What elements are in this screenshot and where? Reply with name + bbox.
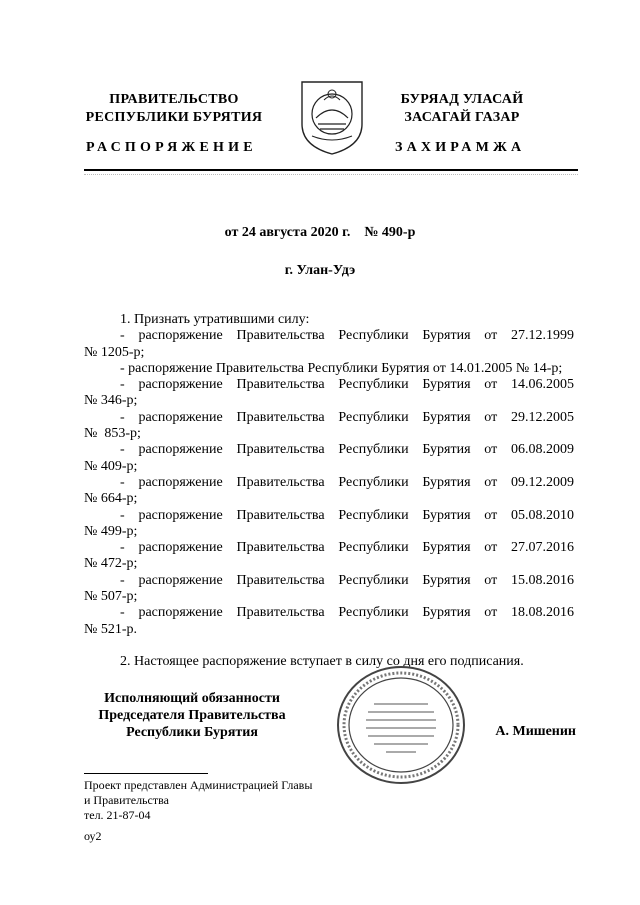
document-body: [84, 312, 574, 670]
entry-word: 05.08.2010: [511, 507, 574, 523]
entry-continuation: № 499-р;: [84, 523, 138, 539]
entry-word: Правительства: [236, 540, 325, 556]
entry-word: Бурятия: [422, 507, 471, 523]
entry-word: -: [120, 605, 125, 621]
entry-word: Бурятия: [422, 328, 471, 344]
entry-word: Республики: [338, 605, 409, 621]
entry-word: Бурятия: [422, 442, 471, 458]
entry-word: Правительства: [236, 328, 325, 344]
entry-word: -: [120, 572, 125, 588]
entry-word: 18.08.2016: [511, 605, 574, 621]
entry-word: 14.06.2005: [511, 377, 574, 393]
item1-title: 1. Признать утратившими силу:: [120, 312, 310, 327]
entry-word: от: [484, 474, 498, 490]
entry-word: Республики: [338, 377, 409, 393]
entry-word: Правительства: [236, 377, 325, 393]
entry-line: [84, 508, 574, 524]
entry-word: 27.07.2016: [511, 540, 574, 556]
footer-note: [84, 778, 384, 844]
doc-type-ru: РАСПОРЯЖЕНИЕ: [86, 140, 257, 155]
entry-word: от: [484, 507, 498, 523]
entry-line: [84, 442, 574, 458]
official-seal-stamp: [334, 662, 468, 788]
footer-line1: Проект представлен Администрацией Главы: [84, 778, 313, 792]
entry-line: [84, 328, 574, 344]
entry-word: от: [484, 409, 498, 425]
entry-word: от: [484, 442, 498, 458]
city: г. Улан-Удэ: [284, 263, 356, 278]
entry-word: -: [120, 409, 125, 425]
org-name-bur-line2: ЗАСАГАЙ ГАЗАР: [404, 110, 520, 125]
entry-word: распоряжение: [138, 507, 223, 523]
entry-line: [84, 475, 574, 491]
entry-word: от: [484, 605, 498, 621]
entry-word: Республики: [338, 507, 409, 523]
entry-word: распоряжение: [138, 409, 223, 425]
entry-continuation: № 507-р;: [84, 589, 138, 605]
entry-word: от: [484, 572, 498, 588]
footnote-rule: [84, 773, 208, 774]
entry-word: 09.12.2009: [511, 474, 574, 490]
entry-word: распоряжение: [138, 605, 223, 621]
coat-of-arms-emblem: [294, 72, 370, 156]
entry-word: -: [120, 507, 125, 523]
entry-word: Правительства: [236, 507, 325, 523]
entry-word: Правительства: [236, 605, 325, 621]
entry-word: Бурятия: [422, 377, 471, 393]
org-name-bur: [376, 91, 548, 127]
entry-continuation: № 664-р;: [84, 491, 138, 507]
entry-word: Республики: [338, 328, 409, 344]
doc-type-bur: ЗАХИРАМЖА: [395, 140, 526, 155]
entry-word: от: [484, 328, 498, 344]
org-name-ru-line2: РЕСПУБЛИКИ БУРЯТИЯ: [85, 110, 263, 125]
entry-word: распоряжение: [138, 377, 223, 393]
entry-continuation: № 409-р;: [84, 458, 138, 474]
entry-word: Бурятия: [422, 474, 471, 490]
entry-continuation: № 472-р;: [84, 556, 138, 572]
entry-word: распоряжение: [138, 328, 223, 344]
header-dotted-line: [84, 174, 578, 179]
entry-word: от: [484, 540, 498, 556]
entry-word: Бурятия: [422, 540, 471, 556]
footer-phone: тел. 21-87-04: [84, 808, 151, 822]
entry-word: Правительства: [236, 474, 325, 490]
footer-code: оу2: [84, 829, 102, 843]
entry-continuation: № 853-р;: [84, 426, 141, 442]
entry-word: 06.08.2009: [511, 442, 574, 458]
entry-word: -: [120, 328, 125, 344]
entry-word: -: [120, 474, 125, 490]
date-number: от 24 августа 2020 г. № 490-р: [224, 225, 416, 240]
entry-line: - распоряжение Правительства Республики Бурятия от 14.01.2005 № 14-р;: [120, 360, 563, 376]
entry-word: Республики: [338, 572, 409, 588]
entry-line: [84, 605, 574, 621]
entry-line: [84, 410, 574, 426]
entries-list: [84, 328, 574, 638]
entry-word: Правительства: [236, 409, 325, 425]
org-name-ru-line1: ПРАВИТЕЛЬСТВО: [109, 92, 239, 107]
org-name-ru: [84, 91, 264, 127]
entry-line: [84, 377, 574, 393]
entry-word: Бурятия: [422, 409, 471, 425]
entry-word: -: [120, 442, 125, 458]
entry-word: Правительства: [236, 442, 325, 458]
org-name-bur-line1: БУРЯАД УЛАСАЙ: [400, 92, 524, 107]
entry-word: Республики: [338, 409, 409, 425]
entry-continuation: № 346-р;: [84, 393, 138, 409]
header-divider: [84, 169, 578, 171]
signatory-title: [84, 690, 300, 741]
entry-word: 27.12.1999: [511, 328, 574, 344]
entry-continuation: № 1205-р;: [84, 344, 145, 360]
entry-word: -: [120, 540, 125, 556]
entry-word: Республики: [338, 442, 409, 458]
entry-word: Республики: [338, 474, 409, 490]
signatory-title-line3: Республики Бурятия: [126, 725, 258, 740]
entry-word: -: [120, 377, 125, 393]
footer-line2: и Правительства: [84, 793, 169, 807]
entry-line: [84, 573, 574, 589]
entry-line: [84, 540, 574, 556]
entry-word: от: [484, 377, 498, 393]
entry-word: 15.08.2016: [511, 572, 574, 588]
entry-word: Бурятия: [422, 605, 471, 621]
entry-word: распоряжение: [138, 442, 223, 458]
signatory-title-line1: Исполняющий обязанности: [104, 691, 280, 706]
entry-word: Правительства: [236, 572, 325, 588]
entry-word: распоряжение: [138, 540, 223, 556]
signatory-name: А. Мишенин: [495, 724, 576, 739]
entry-word: Республики: [338, 540, 409, 556]
entry-word: 29.12.2005: [511, 409, 574, 425]
signatory-title-line2: Председателя Правительства: [98, 708, 286, 723]
entry-word: распоряжение: [138, 474, 223, 490]
entry-continuation: № 521-р.: [84, 621, 138, 637]
item2: 2. Настоящее распоряжение вступает в силу со дня его подписания.: [120, 653, 524, 669]
entry-word: Бурятия: [422, 572, 471, 588]
entry-word: распоряжение: [138, 572, 223, 588]
